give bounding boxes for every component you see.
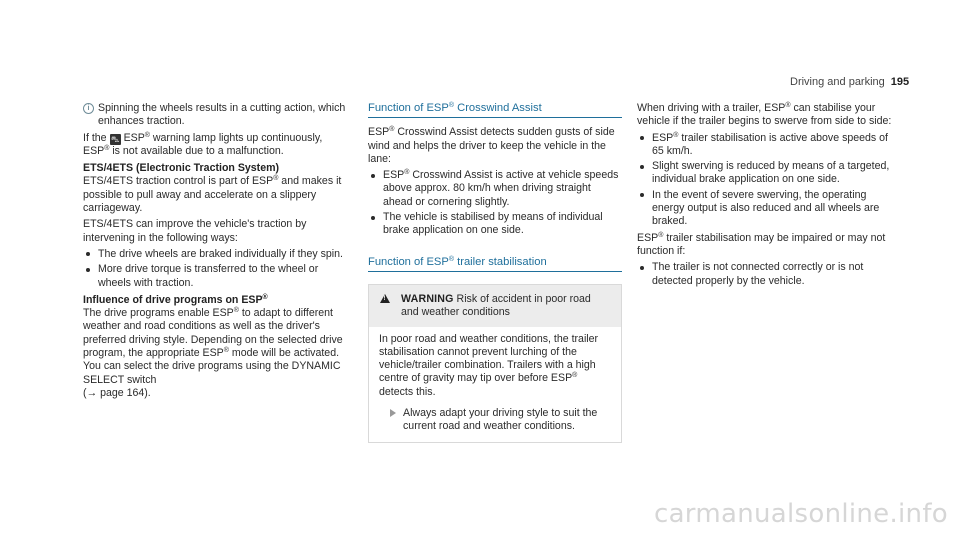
info-note-text: Spinning the wheels results in a cutting action, which enhances traction.: [98, 102, 346, 128]
text-fragment: ESP: [652, 131, 674, 144]
text-fragment: warning lamp lights up continuously, ESP: [83, 131, 323, 157]
registered-mark: ®: [262, 293, 268, 301]
list-item: More drive torque is transferred to the wheel or wheels with traction.: [83, 263, 351, 290]
list-item: [637, 132, 895, 159]
text-fragment: to adapt to different weather and road conditions as well as the driver's preferred driving style. Depending on the selected drive program, the appropriate ESP: [83, 307, 343, 360]
text-fragment: ETS/4ETS traction control is part of ESP: [83, 175, 274, 188]
esp-off-icon: ⛍: [110, 134, 120, 144]
info-note: [83, 102, 351, 129]
crosswind-heading: [368, 102, 622, 118]
list-item: The vehicle is stabilised by means of individual brake application on one side.: [368, 211, 622, 238]
trailer-list: [637, 132, 895, 229]
text-fragment: Crosswind Assist detects sudden gusts of side wind and helps the driver to keep the vehicle in the lane:: [368, 126, 615, 165]
ets-list: [83, 248, 351, 290]
info-icon: i: [83, 103, 94, 114]
watermark-brand: carmanualsonline.info: [653, 499, 948, 529]
page-header: [790, 76, 909, 89]
text-fragment: The drive programs enable ESP: [83, 307, 234, 320]
text-fragment: and makes it possible to pull away and accelerate on a slippery carriageway.: [83, 175, 342, 215]
warning-body-text: [379, 333, 611, 399]
trailer-impaired-paragraph: [637, 232, 895, 259]
text-fragment: mode will be activated. You can select the drive programs using the DYNAMIC SELECT switch: [83, 347, 341, 386]
registered-mark: ®: [785, 102, 791, 109]
influence-paragraph: [83, 307, 351, 400]
registered-mark: ®: [404, 169, 410, 177]
text-fragment: detects this.: [379, 385, 436, 398]
registered-mark: ®: [223, 347, 229, 355]
warning-header: [369, 285, 621, 327]
warning-action-text: Always adapt your driving style to suit the current road and weather conditions.: [403, 407, 598, 433]
registered-mark: ®: [233, 307, 239, 315]
trailer-impaired-list: [637, 261, 895, 288]
left-column: [83, 102, 351, 403]
ets-paragraph-2: ETS/4ETS can improve the vehicle's traction by intervening in the following ways:: [83, 218, 307, 244]
exclamation-mark: !: [383, 296, 386, 303]
esp-warning-paragraph: [83, 132, 351, 159]
trailer-heading: [368, 256, 622, 272]
registered-mark: ®: [572, 372, 578, 380]
text-fragment: ESP: [637, 231, 659, 244]
trailer-intro-paragraph: [637, 102, 895, 129]
right-column: [637, 102, 895, 291]
crosswind-paragraph: [368, 126, 622, 166]
list-item: The drive wheels are braked individually if they spin.: [83, 248, 351, 261]
text-fragment: trailer stabilisation may be impaired or may not function if:: [637, 231, 886, 257]
warning-action: [379, 407, 611, 434]
warning-header-text: [379, 293, 611, 320]
text-fragment: Risk of accident in poor road and weather conditions: [401, 292, 591, 319]
ets-paragraph-1: [83, 175, 351, 215]
text-fragment: In poor road and weather conditions, the trailer stabilisation cannot prevent lurching of the vehicle/trailer combination. Trailers with a high centre of gravity may tip over before ESP: [379, 332, 599, 385]
registered-mark: ®: [448, 102, 455, 109]
text-fragment: is not available due to a malfunction.: [109, 144, 284, 157]
list-item: Slight swerving is reduced by means of a targeted, individual brake application on one side.: [637, 160, 895, 187]
text-fragment: Function of ESP: [368, 102, 449, 114]
warning-keyword: WARNING: [401, 292, 454, 305]
text-fragment: can stabilise your vehicle if the trailer begins to swerve from side to side:: [637, 102, 892, 128]
ets-heading: ETS/4ETS (Electronic Traction System): [83, 162, 280, 175]
page-number: 195: [890, 76, 910, 88]
registered-mark: ®: [104, 144, 110, 152]
registered-mark: ®: [144, 131, 150, 139]
list-item: The trailer is not connected correctly or is not detected properly by the vehicle.: [637, 261, 895, 288]
registered-mark: ®: [273, 175, 279, 183]
text-fragment: Crosswind Assist: [454, 102, 542, 114]
text-fragment: ESP: [368, 126, 390, 139]
text-fragment: ESP: [123, 131, 145, 144]
text-fragment: If the: [83, 131, 107, 144]
text-fragment: ESP: [383, 169, 405, 182]
registered-mark: ®: [658, 231, 664, 239]
warning-box: [368, 284, 622, 443]
text-fragment: Function of ESP: [368, 255, 449, 268]
section-title: Driving and parking: [790, 76, 885, 88]
text-fragment: trailer stabilisation is active above speeds of 65 km/h.: [652, 131, 889, 157]
text-fragment: trailer stabilisation: [454, 255, 547, 268]
list-item: [368, 169, 622, 209]
text-fragment: Crosswind Assist is active at vehicle speeds above approx. 80 km/h when driving straight ahead or cornering slightly.: [383, 169, 619, 208]
middle-column: [368, 102, 622, 443]
text-fragment: Influence of drive programs on ESP: [83, 293, 263, 306]
registered-mark: ®: [448, 255, 455, 263]
influence-heading: [83, 294, 351, 307]
registered-mark: ®: [673, 131, 679, 139]
action-arrow-icon: [390, 409, 396, 417]
warning-body: [369, 327, 621, 442]
page-reference-link[interactable]: (→ page 164).: [83, 386, 151, 399]
text-fragment: When driving with a trailer, ESP: [637, 102, 786, 114]
list-item: In the event of severe swerving, the operating energy output is also reduced and all wheels are braked.: [637, 189, 895, 229]
registered-mark: ®: [389, 126, 395, 134]
crosswind-list: [368, 169, 622, 237]
